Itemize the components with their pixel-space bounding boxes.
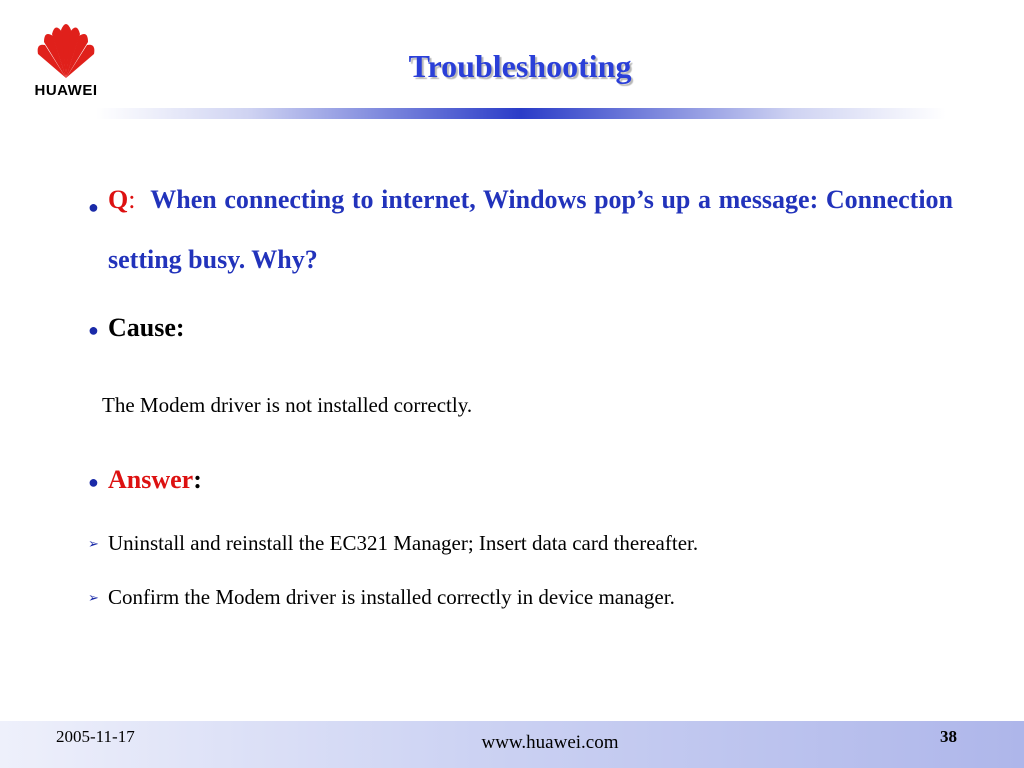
cause-heading-label: Cause: xyxy=(108,313,185,342)
answer-item-text: Confirm the Modem driver is installed correctly in device manager. xyxy=(108,585,675,609)
question-label: Q xyxy=(108,185,129,214)
question-block xyxy=(88,170,953,290)
bullet-icon: ● xyxy=(88,472,99,492)
answer-colon: : xyxy=(193,465,202,494)
footer-url: www.huawei.com xyxy=(481,732,619,753)
answer-heading xyxy=(88,465,202,495)
answer-item-text: Uninstall and reinstall the EC321 Manager; Insert data card thereafter. xyxy=(108,531,699,555)
question-colon: : xyxy=(128,185,136,214)
bullet-icon: ● xyxy=(88,320,99,340)
logo-wordmark: HUAWEI xyxy=(34,82,98,99)
page-title: Troubleshooting xyxy=(408,48,632,84)
arrow-right-icon: ➢ xyxy=(88,590,99,605)
answer-heading-label: Answer xyxy=(108,465,194,494)
cause-text: The Modem driver is not installed correctly. xyxy=(102,393,473,417)
arrow-right-icon: ➢ xyxy=(88,536,99,551)
bullet-icon: ● xyxy=(88,197,99,217)
answer-item xyxy=(88,585,675,610)
page-number: 38 xyxy=(940,727,957,746)
footer-date: 2005-11-17 xyxy=(56,727,135,746)
title-divider xyxy=(96,108,946,119)
answer-item xyxy=(88,531,699,556)
cause-heading xyxy=(88,313,185,343)
question-text: When connecting to internet, Windows pop’s up a message: Connection setting busy. Why? xyxy=(108,185,953,274)
